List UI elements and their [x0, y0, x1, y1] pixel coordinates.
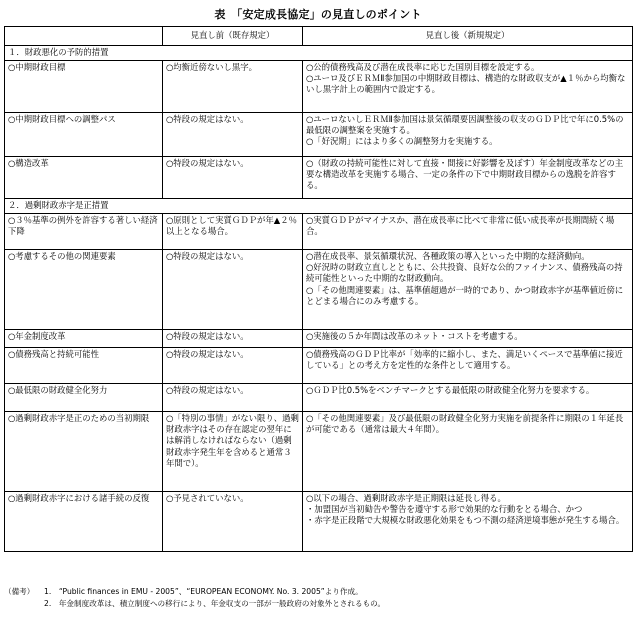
row-before: ○特段の規定はない。 [163, 250, 303, 330]
table-row [5, 384, 633, 412]
table-row [5, 348, 633, 384]
row-after [303, 348, 633, 384]
row-after [303, 157, 633, 199]
footnote-label: （備考） [4, 587, 35, 596]
after-item: ○ユーロ及びＥＲＭⅡ参加国の中期財政目標は、構造的な財政収支が▲１％から均衡ないし黒字計上の範囲内で設定する。 [306, 73, 626, 95]
row-label: ○債務残高と持続可能性 [5, 348, 163, 384]
row-before: ○特段の規定はない。 [163, 157, 303, 199]
after-item: ○ＧＤＰ比0.5%をベンチマークとする最低限の財政健全化努力を要求する。 [306, 385, 595, 395]
after-item: ○（財政の持続可能性に対して直接・間接に好影響を及ぼす）年金制度改革などの主要な構造改革を実施する場合、一定の条件の下で中期財政目標からの逸脱を許容する。 [306, 158, 624, 191]
row-before: ○「特別の事情」がない限り、過剰財政赤字はその存在認定の翌年には解消しなければならない（過剰財政赤字発生年を含めると通常３年間で）。 [163, 412, 303, 492]
after-item: ○実質ＧＤＰがマイナスか、潜在成長率に比べて非常に低い成長率が長期間続く場合。 [306, 215, 615, 237]
footnote-row [4, 586, 632, 598]
row-after [303, 412, 633, 492]
row-before: ○特段の規定はない。 [163, 384, 303, 412]
row-label: ○過剰財政赤字是正のための当初期限 [5, 412, 163, 492]
after-item: ・加盟国が当初勧告や警告を遵守する形で効果的な行動をとる場合、かつ [306, 504, 583, 515]
header-row [5, 27, 633, 46]
after-item: ○債務残高のＧＤＰ比率が「効率的に縮小し、また、満足いくペースで基準値に接近している」との考え方を定性的な条件として適用する。 [306, 349, 623, 371]
row-label: ○構造改革 [5, 157, 163, 199]
section-row [5, 46, 633, 61]
row-before: ○均衡近傍ないし黒字。 [163, 61, 303, 113]
row-after [303, 384, 633, 412]
footnote-spacer [4, 598, 44, 610]
row-before: ○特段の規定はない。 [163, 348, 303, 384]
after-item: ○実施後の５か年間は改革のネット・コストを考慮する。 [306, 331, 523, 341]
row-after [303, 330, 633, 348]
header-item [5, 27, 163, 46]
row-before: ○原則として実質ＧＤＰが年▲２％以上となる場合。 [163, 214, 303, 250]
table-row [5, 113, 633, 157]
table-row [5, 412, 633, 492]
table-row [5, 330, 633, 348]
after-item: ○公的債務残高及び潜在成長率に応じた国別目標を設定する。 [306, 62, 540, 72]
after-item: ○好況時の財政立直しとともに、公共投資、良好な公的ファイナンス、債務残高の持続可能性といった中期的な財政動向。 [306, 262, 623, 284]
footnote-item: 1. “Public finances in EMU - 2005”、“EUROPEAN ECONOMY. No. 3. 2005”より作成。 [44, 587, 363, 596]
row-after [303, 61, 633, 113]
footnote-row [4, 598, 632, 610]
row-after [303, 492, 633, 552]
after-item: ○潜在成長率、景気循環状況、各種政策の導入といった中期的な経済動向。 [306, 251, 590, 261]
row-label: ○中期財政目標 [5, 61, 163, 113]
after-item: ○以下の場合、過剰財政赤字是正期限は延長し得る。 [306, 493, 506, 503]
table-row [5, 214, 633, 250]
table-title: 表 「安定成長協定」の見直しのポイント [214, 8, 422, 21]
header-before: 見直し前（既存規定） [163, 27, 303, 46]
section-row [5, 199, 633, 214]
table-row [5, 250, 633, 330]
row-label: ○年金制度改革 [5, 330, 163, 348]
after-item: ○「その他関連要素」は、基準値超過が一時的であり、かつ財政赤字が基準値近傍にとどまる場合にのみ考慮する。 [306, 284, 624, 306]
after-item: ・赤字是正段階で大規模な財政悪化効果をもつ不測の経済逆境事態が発生する場合。 [306, 515, 625, 526]
table-row [5, 61, 633, 113]
row-after [303, 113, 633, 157]
section-heading: ２．過剰財政赤字是正措置 [5, 199, 633, 214]
footnote-item: 2. 年金制度改革は、積立制度への移行により、年金収支の一部が一般政府の対象外とされるもの。 [44, 599, 386, 608]
row-after [303, 214, 633, 250]
row-label: ○過剰財政赤字における諸手続の反復 [5, 492, 163, 552]
policy-table [4, 26, 633, 552]
row-after [303, 250, 633, 330]
after-item: ○「その他関連要素」及び最低限の財政健全化努力実施を前提条件に期限の１年延長が可能である（通常は最大４年間）。 [306, 413, 624, 435]
section-heading: １．財政悪化の予防的措置 [5, 46, 633, 61]
row-label: ○中期財政目標への調整パス [5, 113, 163, 157]
row-before: ○予見されていない。 [163, 492, 303, 552]
header-after: 見直し後（新規規定） [303, 27, 633, 46]
after-item: ○ユーロないしＥＲＭⅡ参加国は景気循環要因調整後の収支のＧＤＰ比で年に0.5%の最低限の調整案を実施する。 [306, 114, 624, 136]
after-item: ○「好況期」にはより多くの調整努力を実施する。 [306, 136, 498, 147]
row-before: ○特段の規定はない。 [163, 113, 303, 157]
row-before: ○特段の規定はない。 [163, 330, 303, 348]
table-row [5, 492, 633, 552]
row-label: ○最低限の財政健全化努力 [5, 384, 163, 412]
row-label: ○考慮するその他の関連要素 [5, 250, 163, 330]
row-label: ○３％基準の例外を許容する著しい経済下降 [5, 214, 163, 250]
footnotes [4, 586, 632, 610]
table-row [5, 157, 633, 199]
